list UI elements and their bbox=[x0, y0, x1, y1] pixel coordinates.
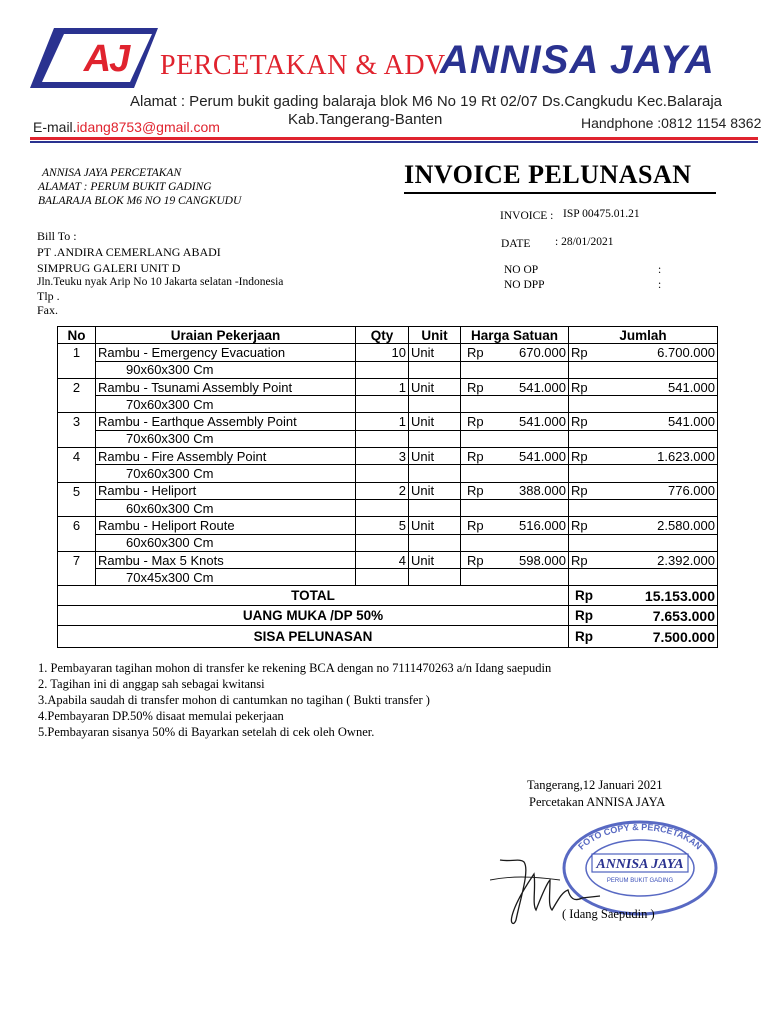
note-item: 4.Pembayaran DP.50% disaat memulai pekerjaan bbox=[38, 709, 284, 723]
down-payment-row bbox=[58, 606, 718, 626]
item-price-spacer bbox=[491, 569, 569, 586]
total-row bbox=[58, 586, 718, 606]
invoice-number-label: INVOICE : bbox=[500, 210, 554, 222]
no-dpp-label: NO DPP bbox=[504, 279, 545, 291]
item-unit: Unit bbox=[409, 517, 461, 534]
letterhead-divider-blue bbox=[30, 141, 758, 143]
item-price-currency: Rp bbox=[461, 448, 491, 465]
item-price-spacer bbox=[461, 534, 491, 551]
item-amount: 541.000 bbox=[597, 378, 718, 395]
bill-to-fax: Fax. bbox=[37, 303, 58, 317]
item-amount-spacer bbox=[597, 499, 718, 516]
item-qty: 2 bbox=[356, 482, 409, 499]
item-no: 7 bbox=[58, 551, 96, 568]
item-no-spacer bbox=[58, 569, 96, 586]
issuer-address-line2: BALARAJA BLOK M6 NO 19 CANGKUDU bbox=[38, 195, 242, 207]
item-size: 70x60x300 Cm bbox=[96, 430, 356, 447]
col-header-unit: Unit bbox=[409, 327, 461, 344]
item-amount-spacer bbox=[569, 499, 597, 516]
item-qty-spacer bbox=[356, 396, 409, 413]
item-qty: 1 bbox=[356, 378, 409, 395]
item-no: 4 bbox=[58, 448, 96, 465]
table-row bbox=[58, 430, 718, 447]
item-price-currency: Rp bbox=[461, 517, 491, 534]
item-size: 60x60x300 Cm bbox=[96, 534, 356, 551]
item-amount-currency: Rp bbox=[569, 378, 597, 395]
col-header-no: No bbox=[58, 327, 96, 344]
item-description: Rambu - Tsunami Assembly Point bbox=[96, 378, 356, 395]
stamp-ring-text: FOTO COPY & PERCETAKAN bbox=[576, 821, 704, 852]
item-amount-spacer bbox=[569, 569, 597, 586]
table-row bbox=[58, 465, 718, 482]
item-unit-price: 670.000 bbox=[491, 344, 569, 361]
issuer-address-line1: ALAMAT : PERUM BUKIT GADING bbox=[38, 181, 212, 193]
company-logo bbox=[30, 28, 158, 88]
item-unit-price: 516.000 bbox=[491, 517, 569, 534]
table-row bbox=[58, 482, 718, 499]
item-amount-currency: Rp bbox=[569, 482, 597, 499]
item-unit-price: 541.000 bbox=[491, 378, 569, 395]
sign-place-date: Tangerang,12 Januari 2021 bbox=[527, 778, 663, 792]
col-header-qty: Qty bbox=[356, 327, 409, 344]
item-description: Rambu - Fire Assembly Point bbox=[96, 448, 356, 465]
total-currency: Rp bbox=[569, 586, 597, 606]
item-description: Rambu - Emergency Evacuation bbox=[96, 344, 356, 361]
item-amount-spacer bbox=[597, 361, 718, 378]
item-no: 6 bbox=[58, 517, 96, 534]
item-unit: Unit bbox=[409, 344, 461, 361]
item-price-spacer bbox=[491, 465, 569, 482]
table-row bbox=[58, 551, 718, 568]
invoice-number: ISP 00475.01.21 bbox=[563, 208, 640, 220]
item-size: 60x60x300 Cm bbox=[96, 499, 356, 516]
invoice-date-label: DATE bbox=[501, 238, 531, 250]
item-size: 70x45x300 Cm bbox=[96, 569, 356, 586]
item-unit-spacer bbox=[409, 430, 461, 447]
item-price-currency: Rp bbox=[461, 378, 491, 395]
stamp-address: PERUM BUKIT GADING bbox=[606, 878, 674, 884]
item-no: 5 bbox=[58, 482, 96, 499]
item-price-currency: Rp bbox=[461, 344, 491, 361]
item-qty-spacer bbox=[356, 361, 409, 378]
item-amount-currency: Rp bbox=[569, 344, 597, 361]
invoice-title: INVOICE PELUNASAN bbox=[404, 160, 692, 189]
item-amount-spacer bbox=[569, 430, 597, 447]
item-amount-spacer bbox=[569, 396, 597, 413]
item-no-spacer bbox=[58, 361, 96, 378]
item-price-currency: Rp bbox=[461, 413, 491, 430]
invoice-items-table bbox=[57, 326, 718, 648]
col-header-amount: Jumlah bbox=[569, 327, 718, 344]
item-amount-spacer bbox=[597, 465, 718, 482]
letterhead-divider-red bbox=[30, 137, 758, 140]
col-header-unit-price: Harga Satuan bbox=[461, 327, 569, 344]
email-label: E-mail. bbox=[33, 119, 77, 135]
item-unit-price: 541.000 bbox=[491, 448, 569, 465]
item-unit: Unit bbox=[409, 482, 461, 499]
item-amount-currency: Rp bbox=[569, 448, 597, 465]
logo-text: AJ bbox=[83, 38, 129, 80]
item-no-spacer bbox=[58, 465, 96, 482]
item-qty: 10 bbox=[356, 344, 409, 361]
item-unit: Unit bbox=[409, 551, 461, 568]
item-no: 1 bbox=[58, 344, 96, 361]
item-price-currency: Rp bbox=[461, 551, 491, 568]
col-header-description: Uraian Pekerjaan bbox=[96, 327, 356, 344]
table-row bbox=[58, 448, 718, 465]
balance-currency: Rp bbox=[569, 626, 597, 648]
balance-label: SISA PELUNASAN bbox=[58, 626, 569, 648]
item-price-spacer bbox=[491, 430, 569, 447]
item-amount-spacer bbox=[597, 396, 718, 413]
item-unit-spacer bbox=[409, 396, 461, 413]
item-price-spacer bbox=[461, 396, 491, 413]
note-item: 2. Tagihan ini di anggap sah sebagai kwitansi bbox=[38, 677, 265, 691]
sign-company: Percetakan ANNISA JAYA bbox=[529, 795, 666, 809]
item-qty-spacer bbox=[356, 569, 409, 586]
total-value: 15.153.000 bbox=[597, 586, 718, 606]
issuer-info bbox=[38, 166, 241, 208]
issuer-name: ANNISA JAYA PERCETAKAN bbox=[42, 167, 182, 179]
item-amount: 776.000 bbox=[597, 482, 718, 499]
table-header-row bbox=[58, 327, 718, 344]
note-item: 1. Pembayaran tagihan mohon di transfer ke rekening BCA dengan no 7111470263 a/n Idang saepudin bbox=[38, 661, 552, 675]
item-description: Rambu - Max 5 Knots bbox=[96, 551, 356, 568]
item-qty-spacer bbox=[356, 430, 409, 447]
item-no-spacer bbox=[58, 430, 96, 447]
item-unit-spacer bbox=[409, 499, 461, 516]
stamp-title: ANNISA JAYA bbox=[596, 857, 684, 872]
item-price-spacer bbox=[491, 499, 569, 516]
no-op-value: : bbox=[658, 264, 662, 276]
no-dpp-value: : bbox=[658, 279, 662, 291]
item-qty-spacer bbox=[356, 465, 409, 482]
item-unit-price: 598.000 bbox=[491, 551, 569, 568]
item-unit-spacer bbox=[409, 465, 461, 482]
item-amount-currency: Rp bbox=[569, 551, 597, 568]
item-amount: 2.580.000 bbox=[597, 517, 718, 534]
email-address[interactable]: idang8753@gmail.com bbox=[76, 119, 220, 135]
letterhead-address-line2: Kab.Tangerang-Banten bbox=[288, 111, 443, 128]
item-price-spacer bbox=[491, 534, 569, 551]
item-unit-price: 541.000 bbox=[491, 413, 569, 430]
item-size: 90x60x300 Cm bbox=[96, 361, 356, 378]
down-payment-value: 7.653.000 bbox=[597, 606, 718, 626]
note-item: 3.Apabila saudah di transfer mohon di cantumkan no tagihan ( Bukti transfer ) bbox=[38, 693, 430, 707]
table-row bbox=[58, 361, 718, 378]
table-row bbox=[58, 499, 718, 516]
bill-to-address: Jln.Teuku nyak Arip No 10 Jakarta selatan -Indonesia bbox=[37, 276, 284, 288]
brand-subtitle: PERCETAKAN & ADV bbox=[160, 50, 446, 81]
item-no: 3 bbox=[58, 413, 96, 430]
bill-to-name: PT .ANDIRA CEMERLANG ABADI bbox=[37, 245, 221, 259]
item-qty: 3 bbox=[356, 448, 409, 465]
table-row bbox=[58, 378, 718, 395]
payment-notes bbox=[38, 660, 551, 740]
letterhead-email bbox=[33, 119, 220, 135]
item-description: Rambu - Heliport bbox=[96, 482, 356, 499]
item-no: 2 bbox=[58, 378, 96, 395]
item-amount-spacer bbox=[569, 361, 597, 378]
title-underline bbox=[404, 192, 716, 194]
item-price-spacer bbox=[461, 569, 491, 586]
item-amount-currency: Rp bbox=[569, 517, 597, 534]
item-price-spacer bbox=[491, 361, 569, 378]
table-body bbox=[58, 344, 718, 586]
item-unit-spacer bbox=[409, 361, 461, 378]
item-unit: Unit bbox=[409, 413, 461, 430]
item-amount: 6.700.000 bbox=[597, 344, 718, 361]
bill-to-label: Bill To : bbox=[37, 229, 77, 243]
item-amount-spacer bbox=[597, 430, 718, 447]
letterhead-phone: Handphone :0812 1154 8362 bbox=[581, 115, 762, 131]
item-amount-spacer bbox=[597, 534, 718, 551]
item-price-spacer bbox=[461, 430, 491, 447]
item-no-spacer bbox=[58, 396, 96, 413]
item-amount: 2.392.000 bbox=[597, 551, 718, 568]
balance-row bbox=[58, 626, 718, 648]
item-price-spacer bbox=[461, 499, 491, 516]
item-amount: 1.623.000 bbox=[597, 448, 718, 465]
item-description: Rambu - Heliport Route bbox=[96, 517, 356, 534]
signatory-name: ( Idang Saepudin ) bbox=[562, 907, 655, 921]
table-row bbox=[58, 569, 718, 586]
invoice-date: : 28/01/2021 bbox=[555, 236, 614, 248]
item-unit-spacer bbox=[409, 534, 461, 551]
item-unit: Unit bbox=[409, 448, 461, 465]
item-amount-currency: Rp bbox=[569, 413, 597, 430]
item-price-spacer bbox=[461, 465, 491, 482]
item-qty: 5 bbox=[356, 517, 409, 534]
down-payment-label: UANG MUKA /DP 50% bbox=[58, 606, 569, 626]
item-unit: Unit bbox=[409, 378, 461, 395]
item-description: Rambu - Earthque Assembly Point bbox=[96, 413, 356, 430]
bill-to-block bbox=[37, 228, 283, 318]
item-qty-spacer bbox=[356, 534, 409, 551]
item-price-spacer bbox=[461, 361, 491, 378]
item-qty: 1 bbox=[356, 413, 409, 430]
item-no-spacer bbox=[58, 534, 96, 551]
item-amount-spacer bbox=[569, 465, 597, 482]
item-unit-spacer bbox=[409, 569, 461, 586]
table-row bbox=[58, 413, 718, 430]
note-item: 5.Pembayaran sisanya 50% di Bayarkan setelah di cek oleh Owner. bbox=[38, 725, 375, 739]
total-label: TOTAL bbox=[58, 586, 569, 606]
item-price-spacer bbox=[491, 396, 569, 413]
table-row bbox=[58, 396, 718, 413]
item-size: 70x60x300 Cm bbox=[96, 465, 356, 482]
no-op-label: NO OP bbox=[504, 264, 539, 276]
item-qty-spacer bbox=[356, 499, 409, 516]
balance-value: 7.500.000 bbox=[597, 626, 718, 648]
item-no-spacer bbox=[58, 499, 96, 516]
table-row bbox=[58, 344, 718, 361]
item-unit-price: 388.000 bbox=[491, 482, 569, 499]
bill-to-phone: Tlp . bbox=[37, 289, 60, 303]
table-row bbox=[58, 534, 718, 551]
item-qty: 4 bbox=[356, 551, 409, 568]
item-size: 70x60x300 Cm bbox=[96, 396, 356, 413]
item-amount-spacer bbox=[597, 569, 718, 586]
item-price-currency: Rp bbox=[461, 482, 491, 499]
down-payment-currency: Rp bbox=[569, 606, 597, 626]
letterhead-address-line1: Alamat : Perum bukit gading balaraja blok M6 No 19 Rt 02/07 Ds.Cangkudu Kec.Balaraja bbox=[130, 93, 722, 110]
brand-name: ANNISA JAYA bbox=[440, 38, 715, 82]
bill-to-place: SIMPRUG GALERI UNIT D bbox=[37, 261, 181, 275]
item-amount: 541.000 bbox=[597, 413, 718, 430]
table-row bbox=[58, 517, 718, 534]
item-amount-spacer bbox=[569, 534, 597, 551]
